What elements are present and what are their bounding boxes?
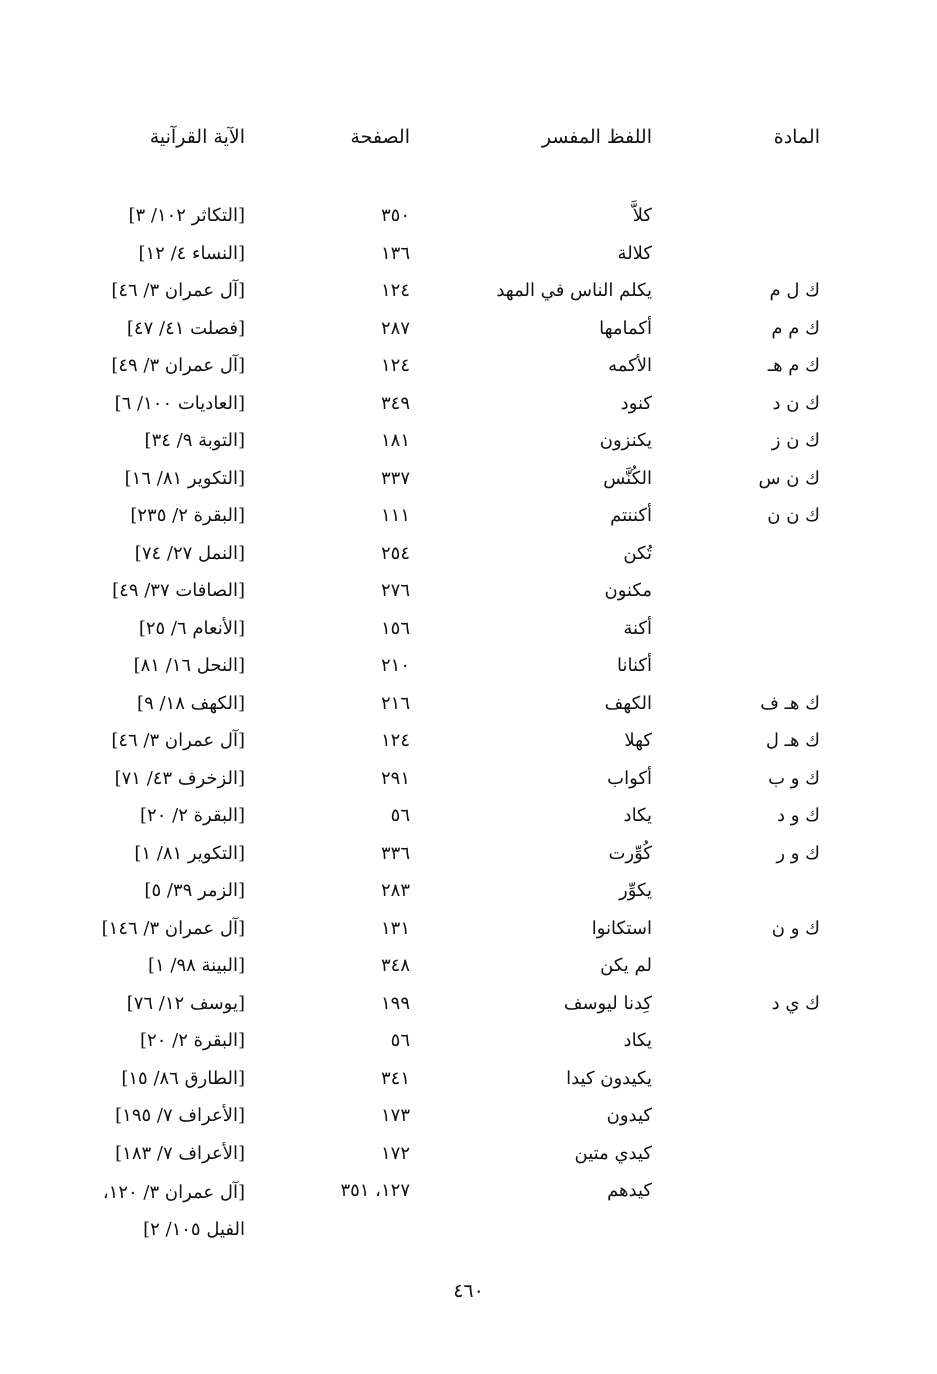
word-cell: تُكن	[623, 542, 652, 564]
root-cell: ك ل م	[769, 280, 820, 301]
table-row	[0, 199, 937, 237]
root-cell: ك ن د	[772, 392, 820, 414]
page-cell: ٢٧٦	[380, 580, 410, 601]
page-cell: ١٩٩	[380, 992, 410, 1014]
table-row	[0, 1024, 937, 1062]
table-row	[0, 387, 937, 425]
verse-cell: [التكاثر ١٠٢/ ٣]	[128, 205, 245, 226]
page-cell: ١٥٦	[380, 617, 410, 639]
page-cell: ٣٤٩	[380, 392, 410, 414]
word-cell: كلاَّ	[632, 205, 652, 226]
table-row	[0, 537, 937, 575]
root-cell: ك ي د	[771, 992, 820, 1014]
word-cell: مكنون	[604, 580, 652, 601]
verse-cell: [الكهف ١٨/ ٩]	[137, 692, 245, 714]
word-cell: الكهف	[604, 692, 652, 714]
word-cell: أكنة	[623, 617, 652, 639]
page-cell: ٥٦	[390, 805, 410, 826]
table-row	[0, 424, 937, 462]
page-cell: ٣٥٠	[380, 205, 410, 226]
word-cell: يكاد	[623, 805, 652, 826]
table-row	[0, 1137, 937, 1175]
word-cell: كلالة	[617, 242, 652, 264]
page-cell: ٢١٦	[380, 692, 410, 714]
page-cell: ٣٣٧	[380, 467, 410, 489]
page-cell: ١٢٤	[380, 355, 410, 376]
root-cell: ك م م	[771, 317, 820, 339]
page-cell: ١٢٧، ٣٥١	[340, 1180, 410, 1201]
word-cell: كِدنا ليوسف	[563, 992, 652, 1014]
verse-cell: [الطارق ٨٦/ ١٥]	[121, 1067, 245, 1089]
table-row	[0, 274, 937, 312]
word-cell: الكُنَّس	[603, 467, 652, 489]
word-cell: كيدهم	[607, 1180, 652, 1201]
table-row	[0, 574, 937, 612]
word-cell: كهلا	[624, 730, 652, 751]
root-cell: ك هـ ف	[760, 692, 820, 714]
verse-cell: [التكوير ٨١/ ١٦]	[124, 467, 245, 489]
page-cell: ٣٤٨	[380, 955, 410, 976]
verse-cell: [البقرة ٢/ ٢٠]	[140, 805, 245, 826]
table-row	[0, 649, 937, 687]
page-number: ٤٦٠	[453, 1280, 484, 1302]
word-cell: كنود	[620, 392, 652, 414]
verse-cell: [الأعراف ٧/ ١٨٣]	[115, 1142, 245, 1164]
table-row	[0, 237, 937, 275]
root-cell: ك ن س	[758, 467, 820, 489]
verse-cell: [التوبة ٩/ ٣٤]	[144, 430, 245, 451]
verse-cell: [آل عمران ٣/ ١٢٠، الفيل ١٠٥/ ٢]	[102, 1182, 245, 1240]
table-row	[0, 687, 937, 725]
root-cell: ك ن ز	[771, 430, 820, 451]
word-cell: يكلم الناس في المهد	[496, 280, 652, 301]
word-cell: كيدي متين	[574, 1142, 652, 1164]
page-cell: ٢٩١	[380, 767, 410, 789]
verse-cell: [يوسف ١٢/ ٧٦]	[126, 992, 245, 1014]
verse-cell: [العاديات ١٠٠/ ٦]	[114, 392, 245, 414]
page-cell: ٣٤١	[380, 1067, 410, 1089]
header-verse: الآية القرآنية	[149, 126, 245, 148]
verse-cell: [الأعراف ٧/ ١٩٥]	[115, 1105, 245, 1126]
verse-cell: [آل عمران ٣/ ٤٦]	[111, 280, 245, 301]
header-page: الصفحة	[350, 126, 410, 148]
verse-cell: [الزخرف ٤٣/ ٧١]	[114, 767, 245, 789]
verse-cell: [آل عمران ٣/ ٤٦]	[111, 730, 245, 751]
word-cell: يكنزون	[599, 430, 652, 451]
word-cell: أكواب	[607, 767, 652, 789]
root-cell: ك ن ن	[767, 505, 820, 526]
table-row	[0, 1174, 937, 1254]
root-cell: ك هـ ل	[765, 730, 820, 751]
verse-cell: [فصلت ٤١/ ٤٧]	[126, 317, 245, 339]
page-cell: ٢٨٧	[380, 317, 410, 339]
verse-cell: [التكوير ٨١/ ١]	[134, 842, 245, 864]
page-cell: ٣٣٦	[380, 842, 410, 864]
header-word: اللفظ المفسر	[541, 126, 652, 148]
word-cell: أكنانا	[617, 655, 652, 676]
table-row	[0, 349, 937, 387]
table-row	[0, 874, 937, 912]
header-root: المادة	[773, 126, 820, 148]
verse-cell: [البينة ٩٨/ ١]	[147, 955, 245, 976]
verse-cell: [آل عمران ٣/ ٤٩]	[111, 355, 245, 376]
verse-cell: [آل عمران ٣/ ١٤٦]	[101, 917, 245, 939]
verse-cell: [النمل ٢٧/ ٧٤]	[134, 542, 245, 564]
verse-cell: [البقرة ٢/ ٢٣٥]	[130, 505, 245, 526]
table-row	[0, 724, 937, 762]
page-cell: ٢٨٣	[380, 880, 410, 901]
table-row	[0, 499, 937, 537]
index-table	[0, 199, 937, 1254]
table-row	[0, 949, 937, 987]
word-cell: يكوِّر	[619, 880, 652, 901]
word-cell: كُوِّرت	[608, 842, 652, 864]
verse-cell: [الزمر ٣٩/ ٥]	[144, 880, 245, 901]
word-cell: يكيدون كيدا	[566, 1067, 652, 1089]
page-cell: ١٧٣	[380, 1105, 410, 1126]
word-cell: لم يكن	[600, 955, 652, 976]
root-cell: ك م هـ	[767, 355, 820, 376]
page-cell: ١٣١	[380, 917, 410, 939]
page-cell: ١٢٤	[380, 730, 410, 751]
table-header	[0, 126, 937, 156]
word-cell: الأكمه	[608, 355, 652, 376]
table-row	[0, 312, 937, 350]
word-cell: استكانوا	[591, 917, 652, 939]
verse-cell: [البقرة ٢/ ٢٠]	[140, 1030, 245, 1051]
word-cell: أكمامها	[599, 317, 652, 339]
word-cell: كيدون	[606, 1105, 652, 1126]
page-cell: ٢٥٤	[380, 542, 410, 564]
word-cell: أكننتم	[610, 505, 652, 526]
root-cell: ك و د	[777, 805, 820, 826]
table-row	[0, 462, 937, 500]
root-cell: ك و ن	[771, 917, 820, 939]
verse-cell: [الصافات ٣٧/ ٤٩]	[112, 580, 245, 601]
page-cell: ١٨١	[380, 430, 410, 451]
page-cell: ١١١	[380, 505, 410, 526]
word-cell: يكاد	[623, 1030, 652, 1051]
table-row	[0, 837, 937, 875]
table-row	[0, 762, 937, 800]
page-cell: ١٢٤	[380, 280, 410, 301]
page-cell: ١٣٦	[380, 242, 410, 264]
table-row	[0, 1099, 937, 1137]
verse-cell: [الأنعام ٦/ ٢٥]	[138, 617, 245, 639]
table-row	[0, 1062, 937, 1100]
page-cell: ٢١٠	[380, 655, 410, 676]
verse-cell: [النساء ٤/ ١٢]	[138, 242, 245, 264]
table-row	[0, 799, 937, 837]
root-cell: ك و ر	[776, 842, 820, 864]
root-cell: ك و ب	[768, 767, 820, 789]
page-cell: ٥٦	[390, 1030, 410, 1051]
table-row	[0, 912, 937, 950]
table-row	[0, 987, 937, 1025]
verse-cell: [النحل ١٦/ ٨١]	[133, 655, 245, 676]
table-row	[0, 612, 937, 650]
page-cell: ١٧٢	[380, 1142, 410, 1164]
